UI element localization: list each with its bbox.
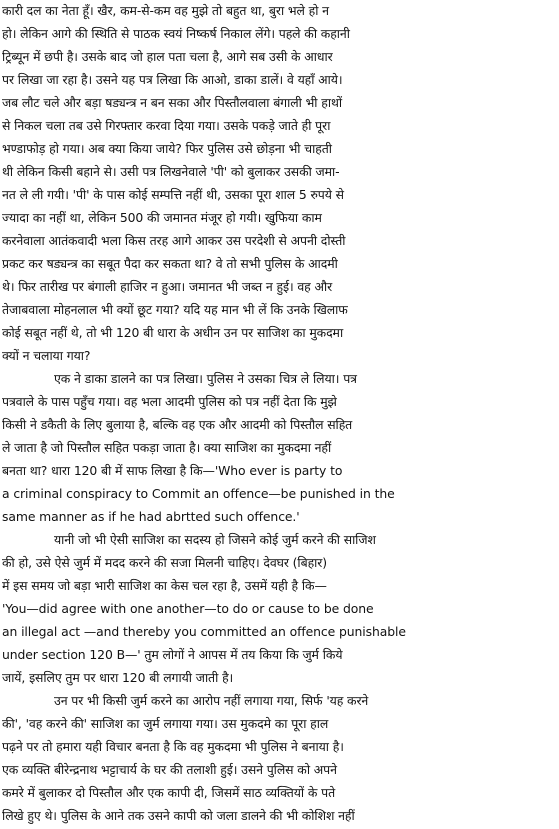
paragraph-start-line: यानी जो भी ऐसी साजिश का सदस्य हो जिसने कोई जुर्म करने की साजिश (54, 532, 376, 547)
paragraph-start-line: उन पर भी किसी जुर्म करने का आरोप नहीं लगाया गया, सिर्फ 'यह करने (54, 693, 369, 708)
text-line: भण्डाफोड़ हो गया। अब क्या किया जाये? फिर पुलिस उसे छोड़ना भी चाहती (2, 141, 332, 156)
paragraph-start-line: एक ने डाका डालने का पत्र लिखा। पुलिस ने उसका चित्र ले लिया। पत्र (54, 371, 357, 386)
text-line: करनेवाला आतंकवादी भला किस तरह आगे आकर उस परदेशी से अपनी दोस्ती (2, 233, 346, 248)
text-line: कारी दल का नेता हूँ। खैर, कम-से-कम वह मुझे तो बहुत था, बुरा भले हो न (2, 3, 329, 18)
text-line: की हो, उसे ऐसे जुर्म में मदद करने की सजा मिलनी चाहिए। देवघर (बिहार) (2, 555, 327, 570)
text-line: a criminal conspiracy to Commit an offence—be punished in the (2, 486, 395, 501)
text-line: पढ़ने पर तो हमारा यही विचार बनता है कि वह मुकदमा भी पुलिस ने बनाया है। (2, 739, 344, 754)
text-line: क्यों न चलाया गया? (2, 348, 91, 363)
text-line: ट्रिब्यून में छपी है। उसके बाद जो हाल पता चला है, आगे सब उसी के आधार (2, 49, 333, 64)
text-line: 'You—did agree with one another—to do or cause to be done (2, 601, 374, 616)
text-line: जायें, इसलिए तुम पर धारा 120 बी लगायी जाती है। (2, 670, 234, 685)
text-line: एक व्यक्ति बीरेन्द्रनाथ भट्टाचार्य के घर की तलाशी हुई। उसने पुलिस को अपने (2, 762, 337, 777)
text-line: पर लिखा जा रहा है। उसने यह पत्र लिखा कि आओ, डाका डालें। वे यहाँ आये। (2, 72, 343, 87)
text-line: ले जाता है जो पिस्तौल सहित पकड़ा जाता है। क्या साजिश का मुकदमा नहीं (2, 440, 332, 455)
text-line: कोई सबूत नहीं थे, तो भी 120 बी धारा के अधीन उन पर साजिश का मुकदमा (2, 325, 344, 340)
text-line: तेजाबवाला मोहनलाल भी क्यों छूट गया? यदि यह मान भी लें कि उनके खिलाफ (2, 302, 348, 317)
text-line: हो। लेकिन आगे की स्थिति से पाठक स्वयं निष्कर्ष निकाल लेंगे। पहले की कहानी (2, 26, 350, 41)
text-line: पत्रवाले के पास पहुँच गया। वह भला आदमी पुलिस को पत्र नहीं देता कि मुझे (2, 394, 337, 409)
text-line: किसी ने डकैती के लिए बुलाया है, बल्कि वह एक और आदमी को पिस्तौल सहित (2, 417, 353, 432)
text-line: ज्यादा का नहीं था, लेकिन 500 की जमानत मंजूर हो गयी। खुफिया काम (2, 210, 322, 225)
text-line: की', 'वह करने की' साजिश का जुर्म लगाया गया। उस मुकदमे का पूरा हाल (2, 716, 329, 731)
text-line: under section 120 B—' तुम लोगों ने आपस में तय किया कि जुर्म किये (2, 647, 343, 662)
text-line: an illegal act —and thereby you committed an offence punishable (2, 624, 406, 639)
text-line: थे। फिर तारीख पर बंगाली हाजिर न हुआ। जमानत भी जब्त न हुई। वह और (2, 279, 333, 294)
document-page (2, 0, 555, 829)
text-line: थी लेकिन किसी बहाने से। उसी पत्र लिखनेवाले 'पी' को बुलाकर उसकी जमा- (2, 164, 340, 179)
text-line: से निकल चला तब उसे गिरफ्तार करवा दिया गया। उसके पकड़े जाते ही पूरा (2, 118, 331, 133)
text-line: नत ले ली गयी। 'पी' के पास कोई सम्पत्ति नहीं थी, उसका पूरा शाल 5 रुपये से (2, 187, 344, 202)
text-line: जब लौट चले और बड़ा षड्यन्त्र न बन सका और पिस्तौलवाला बंगाली भी हाथों (2, 95, 342, 110)
text-line: कमरे में बुलाकर दो पिस्तौल और एक कापी दी, जिसमें साठ व्यक्तियों के पते (2, 785, 336, 800)
text-line: लिखे हुए थे। पुलिस के आने तक उसने कापी को जला डालने की भी कोशिश नहीं (2, 808, 355, 823)
text-line: में इस समय जो बड़ा भारी साजिश का केस चल रहा है, उसमें यही है कि— (2, 578, 327, 593)
text-line: प्रकट कर षड्यन्त्र का सबूत पैदा कर सकता था? वे तो सभी पुलिस के आदमी (2, 256, 338, 271)
text-line: same manner as if he had abrtted such offence.' (2, 509, 300, 524)
text-line: बनता था? धारा 120 बी में साफ लिखा है कि—'Who ever is party to (2, 463, 343, 478)
